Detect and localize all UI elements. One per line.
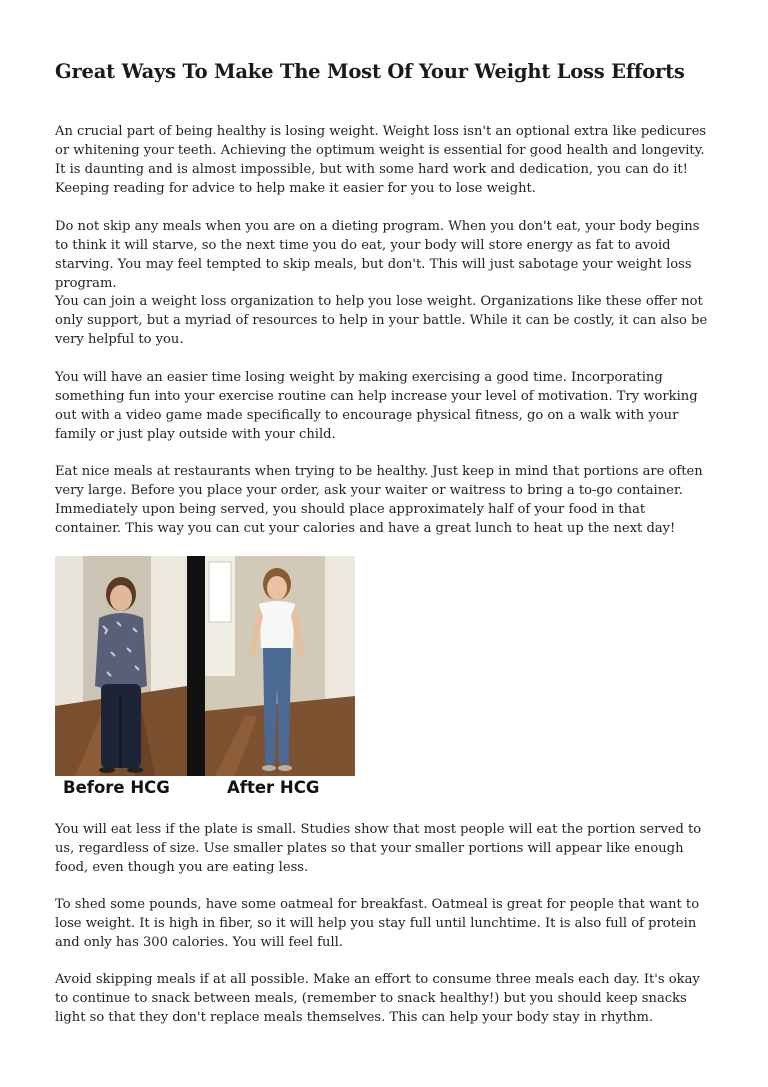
paragraph-three-meals: Avoid skipping meals if at all possible. Make an effort to consume three meals each day. It's okay to continue to snack between meals, (remember to snack healthy!) but you should keep snacks light so that they don't replace meals themselves. This can help your body stay in rhythm. bbox=[55, 972, 700, 1025]
after-photo-panel bbox=[205, 556, 355, 776]
paragraph-exercise: You will have an easier time losing weight by making exercising a good time. Incorporating something fun into your exercise routine can help increase your level of motivation. Try working out with a video game made specifically to encourage physical fitness, go on a walk with your family or just play outside with your child. bbox=[55, 370, 698, 442]
paragraph-oatmeal: To shed some pounds, have some oatmeal for breakfast. Oatmeal is great for people that want to lose weight. It is high in fiber, so it will help you stay full until lunchtime. It is also full of protein and only has 300 calories. You will feel full. bbox=[55, 897, 700, 950]
paragraph-intro: An crucial part of being healthy is losing weight. Weight loss isn't an optional extra like pedicures or whitening your teeth. Achieving the optimum weight is essential for good health and longevity. It is daunting and is almost impossible, but with some hard work and dedication, you can do it! Keeping reading for advice to help make it easier for you to lose weight. bbox=[55, 124, 707, 196]
paragraph-restaurants: Eat nice meals at restaurants when trying to be healthy. Just keep in mind that portions are often very large. Before you place your order, ask your waiter or waitress to bring a to-go container. Immediately upon being served, you should place approximately half of your food in that container. This way you can cut your calories and have a great lunch to heat up the next day! bbox=[55, 464, 703, 536]
photo-divider bbox=[187, 556, 205, 776]
after-label: After HCG bbox=[227, 778, 320, 797]
before-after-photo bbox=[55, 556, 355, 802]
before-photo-illustration bbox=[55, 556, 187, 776]
before-label: Before HCG bbox=[63, 778, 170, 797]
before-photo-panel bbox=[55, 556, 187, 776]
after-photo-illustration bbox=[205, 556, 355, 776]
paragraph-organization: You can join a weight loss organization to help you lose weight. Organizations like these offer not only support, but a myriad of resources to help in your battle. While it can be costly, it can also be very helpful to you. bbox=[55, 294, 708, 347]
page-title: Great Ways To Make The Most Of Your Weight Loss Efforts bbox=[55, 60, 685, 83]
paragraph-skip-meals: Do not skip any meals when you are on a dieting program. When you don't eat, your body begins to think it will starve, so the next time you do eat, your body will store energy as fat to avoid starving. You may feel tempted to skip meals, but don't. This will just sabotage your weight loss program. bbox=[55, 219, 700, 291]
paragraph-small-plate: You will eat less if the plate is small. Studies show that most people will eat the portion served to us, regardless of size. Use smaller plates so that your smaller portions will appear like enough food, even though you are eating less. bbox=[55, 822, 702, 875]
